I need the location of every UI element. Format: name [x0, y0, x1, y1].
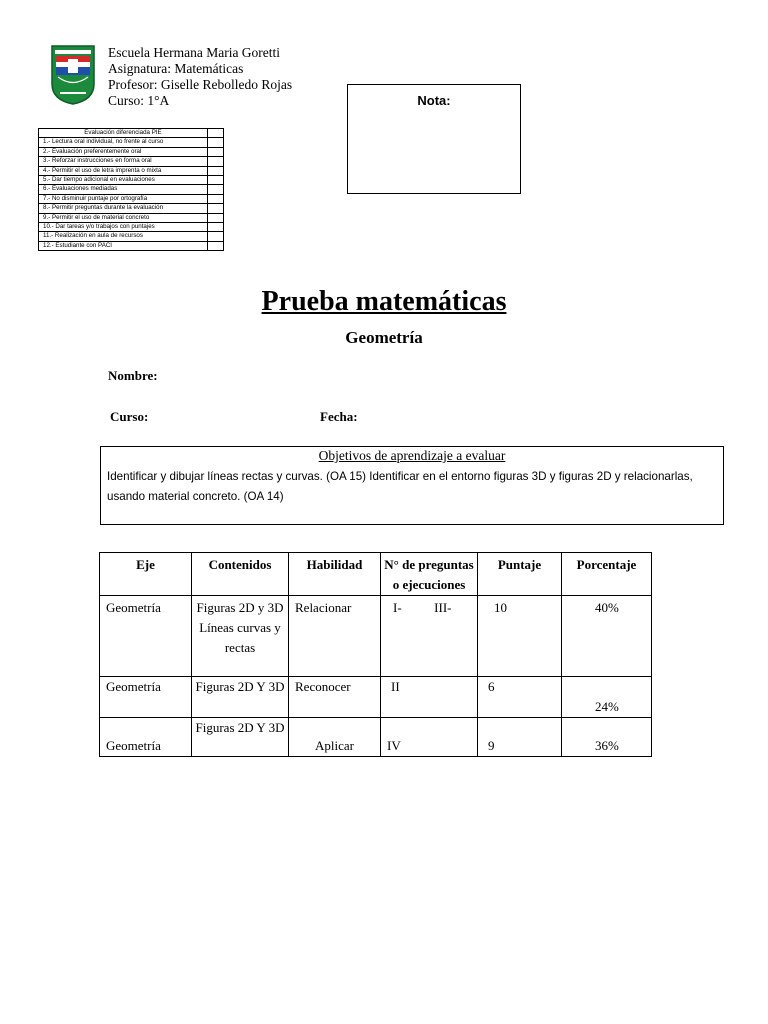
cell-puntaje: 9 [478, 718, 562, 757]
pie-check-cell [208, 147, 224, 156]
pie-item: 5.- Dar tiempo adicional en evaluaciones [39, 176, 208, 185]
cell-habilidad: Relacionar [289, 596, 381, 677]
cell-contenidos-line: Figuras 2D y 3D [196, 600, 284, 615]
cell-contenidos: Figuras 2D Y 3D [192, 718, 289, 757]
pie-check-cell [208, 129, 224, 138]
table-row [100, 718, 652, 757]
pie-item: 4.- Permitir el uso de letra imprenta o mixta [39, 166, 208, 175]
table-row [100, 596, 652, 677]
pie-row [39, 166, 224, 175]
header-habilidad: Habilidad [289, 553, 381, 596]
pie-check-cell [208, 204, 224, 213]
pie-check-cell [208, 213, 224, 222]
grade-label: Nota: [417, 93, 451, 108]
cell-eje: Geometría [100, 596, 192, 677]
table-header-row [100, 553, 652, 596]
cell-contenidos-line: Líneas curvas y rectas [199, 620, 281, 655]
page-subtitle: Geometría [345, 328, 423, 347]
cell-eje: Geometría [100, 718, 192, 757]
cell-contenidos: Figuras 2D Y 3D [192, 677, 289, 718]
grade-box [347, 84, 521, 194]
pie-item: 9.- Permitir el uso de material concreto [39, 213, 208, 222]
pie-header-row [39, 129, 224, 138]
objectives-text: Identificar y dibujar líneas rectas y curvas. (OA 15) Identificar en el entorno figuras 3D y figuras 2D y relacionarlas, usando material concreto. (OA 14) [107, 470, 693, 503]
pie-item: 2.- Evaluación preferentemente oral [39, 147, 208, 156]
evaluation-table [99, 552, 652, 757]
cell-habilidad: Aplicar [289, 718, 381, 757]
pie-row [39, 157, 224, 166]
pie-row [39, 232, 224, 241]
pie-check-cell [208, 241, 224, 250]
pie-row [39, 223, 224, 232]
pie-item: 3.- Reforzar instrucciones en forma oral [39, 157, 208, 166]
pie-check-cell [208, 157, 224, 166]
pie-check-cell [208, 232, 224, 241]
pie-check-cell [208, 223, 224, 232]
subject-line: Asignatura: Matemáticas [108, 61, 244, 76]
pie-row [39, 176, 224, 185]
course-field-label: Curso: [110, 409, 149, 424]
cell-puntaje: 10 [478, 596, 562, 677]
cell-eje: Geometría [100, 677, 192, 718]
pie-row [39, 185, 224, 194]
cell-preguntas: IV [381, 718, 478, 757]
pie-check-cell [208, 185, 224, 194]
pie-title: Evaluación diferenciada PIE [39, 129, 208, 138]
cell-porcentaje: 36% [562, 718, 652, 757]
pie-row [39, 213, 224, 222]
pie-check-cell [208, 194, 224, 203]
page-title: Prueba matemáticas [261, 286, 507, 317]
school-logo [50, 44, 96, 106]
pie-item: 8.- Permitir preguntas durante la evaluación [39, 204, 208, 213]
course-line: Curso: 1°A [108, 93, 170, 108]
header-contenidos: Contenidos [192, 553, 289, 596]
cell-porcentaje: 24% [562, 677, 652, 718]
header-eje: Eje [100, 553, 192, 596]
pie-item: 7.- No disminuir puntaje por ortografía [39, 194, 208, 203]
pie-check-cell [208, 176, 224, 185]
cell-contenidos [192, 596, 289, 677]
cell-preguntas: II [381, 677, 478, 718]
pie-accommodations-table [38, 128, 224, 251]
pie-item: 11.- Realización en aula de recursos [39, 232, 208, 241]
school-info [108, 45, 292, 109]
school-name: Escuela Hermana Maria Goretti [108, 45, 281, 60]
cell-puntaje: 6 [478, 677, 562, 718]
pie-row [39, 147, 224, 156]
pie-item: 6.- Evaluaciones mediadas [39, 185, 208, 194]
header-porcentaje: Porcentaje [562, 553, 652, 596]
cell-porcentaje: 40% [562, 596, 652, 677]
objectives-title: Objetivos de aprendizaje a evaluar [318, 448, 506, 463]
pie-row [39, 138, 224, 147]
pie-row [39, 241, 224, 250]
pie-row [39, 194, 224, 203]
pie-row [39, 204, 224, 213]
pie-item: 12.- Estudiante con PACI [39, 241, 208, 250]
header-preguntas: N° de preguntas o ejecuciones [381, 553, 478, 596]
name-field-label: Nombre: [108, 368, 158, 383]
pie-item: 1.- Lectura oral individual, no frente al curso [39, 138, 208, 147]
pie-check-cell [208, 138, 224, 147]
table-row [100, 677, 652, 718]
date-field-label: Fecha: [320, 409, 358, 424]
pie-item: 10.- Dar tareas y/o trabajos con puntajes [39, 223, 208, 232]
pie-check-cell [208, 166, 224, 175]
teacher-line: Profesor: Giselle Rebolledo Rojas [108, 77, 293, 92]
header-puntaje: Puntaje [478, 553, 562, 596]
cell-habilidad: Reconocer [289, 677, 381, 718]
cell-preguntas: I- III- [381, 596, 478, 677]
learning-objectives-box [100, 446, 724, 525]
